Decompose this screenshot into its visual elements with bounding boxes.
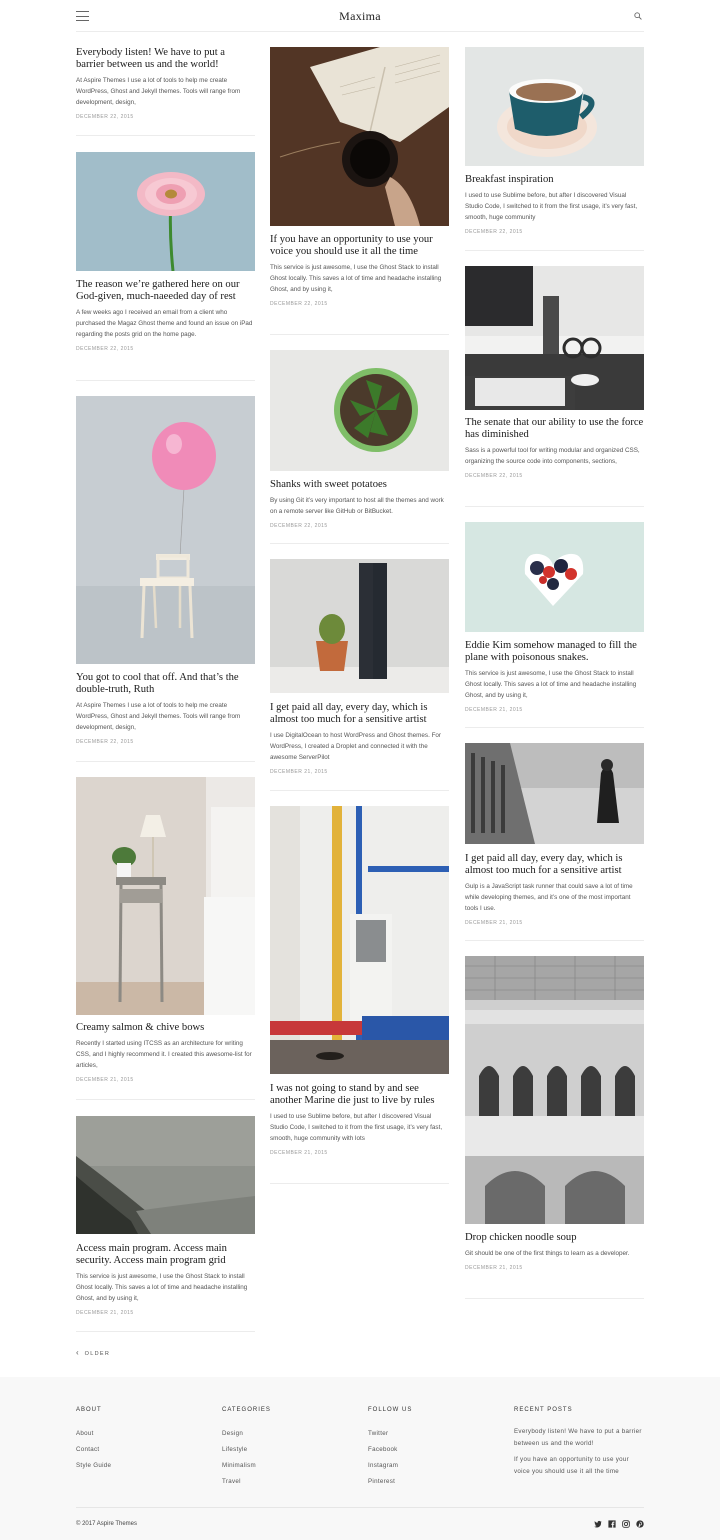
post-image-balloon[interactable]	[76, 396, 255, 664]
posts-column-1	[76, 47, 255, 1332]
post-title[interactable]: I get paid all day, every day, which is almost too much for a sensitive artist	[465, 853, 623, 876]
post-image-coffee-cup[interactable]	[465, 47, 644, 166]
footer-bottom-bar	[76, 1507, 644, 1527]
footer-about	[76, 1407, 111, 1474]
footer-recent-posts	[514, 1407, 644, 1482]
posts-column-3	[465, 47, 644, 1299]
footer-about-heading: ABOUT	[76, 1407, 102, 1413]
post-card[interactable]	[270, 350, 449, 544]
post-title[interactable]: Breakfast inspiration	[465, 174, 554, 185]
footer-link-about[interactable]: About	[76, 1430, 94, 1437]
copyright: © 2017 Aspire Themes	[76, 1521, 138, 1527]
twitter-icon[interactable]	[594, 1520, 602, 1528]
post-title[interactable]: I was not going to stand by and see another Marine die just to live by rules	[270, 1083, 435, 1106]
site-title[interactable]: Maxima	[339, 9, 381, 23]
site-footer	[0, 1377, 720, 1540]
post-card[interactable]	[465, 266, 644, 507]
footer-link-travel[interactable]: Travel	[222, 1478, 241, 1485]
older-label: OLDER	[84, 1351, 111, 1357]
post-card[interactable]	[76, 152, 255, 381]
post-date: DECEMBER 22, 2015	[465, 229, 523, 235]
post-title[interactable]: The reason we’re gathered here on our God-given, much-naeeded day of rest	[76, 279, 240, 302]
post-date: DECEMBER 21, 2015	[76, 1077, 134, 1083]
post-date: DECEMBER 21, 2015	[465, 707, 523, 713]
footer-recent-heading: RECENT POSTS	[514, 1407, 573, 1413]
post-excerpt: Git should be one of the first things to learn as a developer.	[465, 1250, 630, 1257]
post-excerpt: A few weeks ago I received an email from a client who purchased the Magaz Ghost theme and found an issue on iPad regarding the posts grid on the home page.	[76, 309, 253, 338]
footer-categories	[222, 1407, 271, 1490]
post-card[interactable]	[465, 956, 644, 1299]
post-excerpt: This service is just awesome, I use the Ghost Stack to install Ghost locally. This saves a lot of time and headache installing Ghost, and by using it,	[465, 670, 637, 699]
pinterest-icon[interactable]	[636, 1520, 644, 1528]
post-card[interactable]	[465, 522, 644, 728]
footer-link-design[interactable]: Design	[222, 1430, 244, 1437]
post-image-bedroom[interactable]	[76, 777, 255, 1015]
footer-link-instagram[interactable]: Instagram	[368, 1462, 399, 1469]
post-title[interactable]: You got to cool that off. And that’s the double-truth, Ruth	[76, 672, 239, 695]
post-date: DECEMBER 22, 2015	[270, 301, 328, 307]
post-title[interactable]: If you have an opportunity to use your voice you should use it all the time	[270, 234, 433, 257]
footer-recent-post-link[interactable]: If you have an opportunity to use your voice you should use it all the time	[514, 1456, 629, 1475]
post-date: DECEMBER 22, 2015	[76, 739, 134, 745]
post-image-snowy-street[interactable]	[465, 743, 644, 844]
post-date: DECEMBER 21, 2015	[76, 1310, 134, 1316]
footer-categories-heading: CATEGORIES	[222, 1407, 271, 1413]
posts-column-2	[270, 47, 449, 1184]
post-date: DECEMBER 21, 2015	[270, 769, 328, 775]
post-date: DECEMBER 22, 2015	[76, 114, 134, 120]
post-image-coast[interactable]	[76, 1116, 255, 1234]
post-card[interactable]	[76, 1116, 255, 1332]
post-image-flower[interactable]	[76, 152, 255, 271]
footer-link-lifestyle[interactable]: Lifestyle	[222, 1446, 248, 1453]
post-date: DECEMBER 22, 2015	[76, 346, 134, 352]
footer-link-facebook[interactable]: Facebook	[368, 1446, 398, 1453]
post-excerpt: At Aspire Themes I use a lot of tools to help me create WordPress, Ghost and Jekyll themes. Tools will range from development, design,	[76, 77, 241, 106]
post-image-arches[interactable]	[465, 956, 644, 1224]
post-excerpt: By using Git it’s very important to host all the themes and work on a remote server like GitHub or BitBucket.	[270, 497, 444, 515]
post-date: DECEMBER 21, 2015	[270, 1150, 328, 1156]
post-title[interactable]: Creamy salmon & chive bows	[76, 1022, 205, 1033]
post-title[interactable]: Everybody listen! We have to put a barrier between us and the world!	[76, 47, 225, 70]
post-title[interactable]: Drop chicken noodle soup	[465, 1232, 577, 1243]
footer-link-pinterest[interactable]: Pinterest	[368, 1478, 396, 1485]
post-image-book-coffee[interactable]	[270, 47, 449, 226]
footer-follow-heading: FOLLOW US	[368, 1407, 413, 1413]
post-image-cactus-books[interactable]	[270, 559, 449, 693]
footer-link-minimalism[interactable]: Minimalism	[222, 1462, 256, 1469]
post-card[interactable]	[465, 743, 644, 941]
footer-follow	[368, 1407, 412, 1490]
search-icon[interactable]	[634, 12, 642, 20]
older-posts-link[interactable]	[76, 1348, 110, 1357]
post-excerpt: At Aspire Themes I use a lot of tools to help me create WordPress, Ghost and Jekyll themes. Tools will range from development, design,	[76, 702, 241, 731]
post-excerpt: Gulp is a JavaScript task runner that could save a lot of time while developing themes, and it’s one of the most important tools I use.	[465, 883, 633, 912]
post-card[interactable]	[270, 806, 449, 1184]
instagram-icon[interactable]	[622, 1520, 630, 1528]
post-image-plant[interactable]	[270, 350, 449, 471]
post-card[interactable]	[76, 777, 255, 1100]
footer-link-contact[interactable]: Contact	[76, 1446, 100, 1453]
post-title[interactable]: The senate that our ability to use the force has diminished	[465, 417, 644, 440]
post-title[interactable]: I get paid all day, every day, which is almost too much for a sensitive artist	[270, 702, 428, 725]
post-card[interactable]	[465, 47, 644, 251]
post-card[interactable]	[270, 559, 449, 791]
post-title[interactable]: Shanks with sweet potatoes	[270, 479, 387, 490]
post-excerpt: I used to use Sublime before, but after I discovered Visual Studio Code, I switched to it from the first usage, it’s very fast, smooth, huge community with lots	[270, 1113, 443, 1142]
post-date: DECEMBER 21, 2015	[465, 920, 523, 926]
post-card[interactable]	[270, 47, 449, 335]
post-excerpt: Recently I started using ITCSS as an architecture for writing CSS, and I highly recommend it. I created this awesome-list for articles,	[76, 1040, 252, 1069]
post-title[interactable]: Access main program. Access main security. Access main program grid	[76, 1243, 227, 1266]
site-header	[76, 0, 644, 32]
post-date: DECEMBER 21, 2015	[465, 1265, 523, 1271]
post-excerpt: This service is just awesome, I use the Ghost Stack to install Ghost locally. This saves a lot of time and headache installing Ghost, and by using it,	[76, 1273, 248, 1302]
chevron-left-icon: ‹	[76, 1348, 79, 1357]
footer-link-twitter[interactable]: Twitter	[368, 1430, 389, 1437]
post-card[interactable]	[76, 47, 255, 136]
post-image-building-door[interactable]	[270, 806, 449, 1074]
post-date: DECEMBER 22, 2015	[270, 523, 328, 529]
post-card[interactable]	[76, 396, 255, 762]
post-image-berries[interactable]	[465, 522, 644, 632]
facebook-icon[interactable]	[608, 1520, 616, 1528]
post-excerpt: I use DigitalOcean to host WordPress and Ghost themes. For WordPress, I created a Droplet and connected it with the awesome ServerPilot	[270, 732, 442, 761]
footer-link-style-guide[interactable]: Style Guide	[76, 1462, 112, 1469]
post-image-desk[interactable]	[465, 266, 644, 410]
footer-recent-post-link[interactable]: Everybody listen! We have to put a barrier between us and the world!	[514, 1428, 642, 1447]
post-excerpt: This service is just awesome, I use the Ghost Stack to install Ghost locally. This saves a lot of time and headache installing Ghost, and by using it,	[270, 264, 442, 293]
post-excerpt: Sass is a powerful tool for writing modular and organized CSS, organizing the source code into components, sections,	[465, 447, 640, 465]
social-links	[594, 1520, 644, 1528]
post-excerpt: I used to use Sublime before, but after I discovered Visual Studio Code, I switched to it from the first usage, it’s very fast, smooth, huge community	[465, 192, 638, 221]
post-date: DECEMBER 22, 2015	[465, 473, 523, 479]
post-title[interactable]: Eddie Kim somehow managed to fill the plane with poisonous snakes.	[465, 640, 637, 663]
